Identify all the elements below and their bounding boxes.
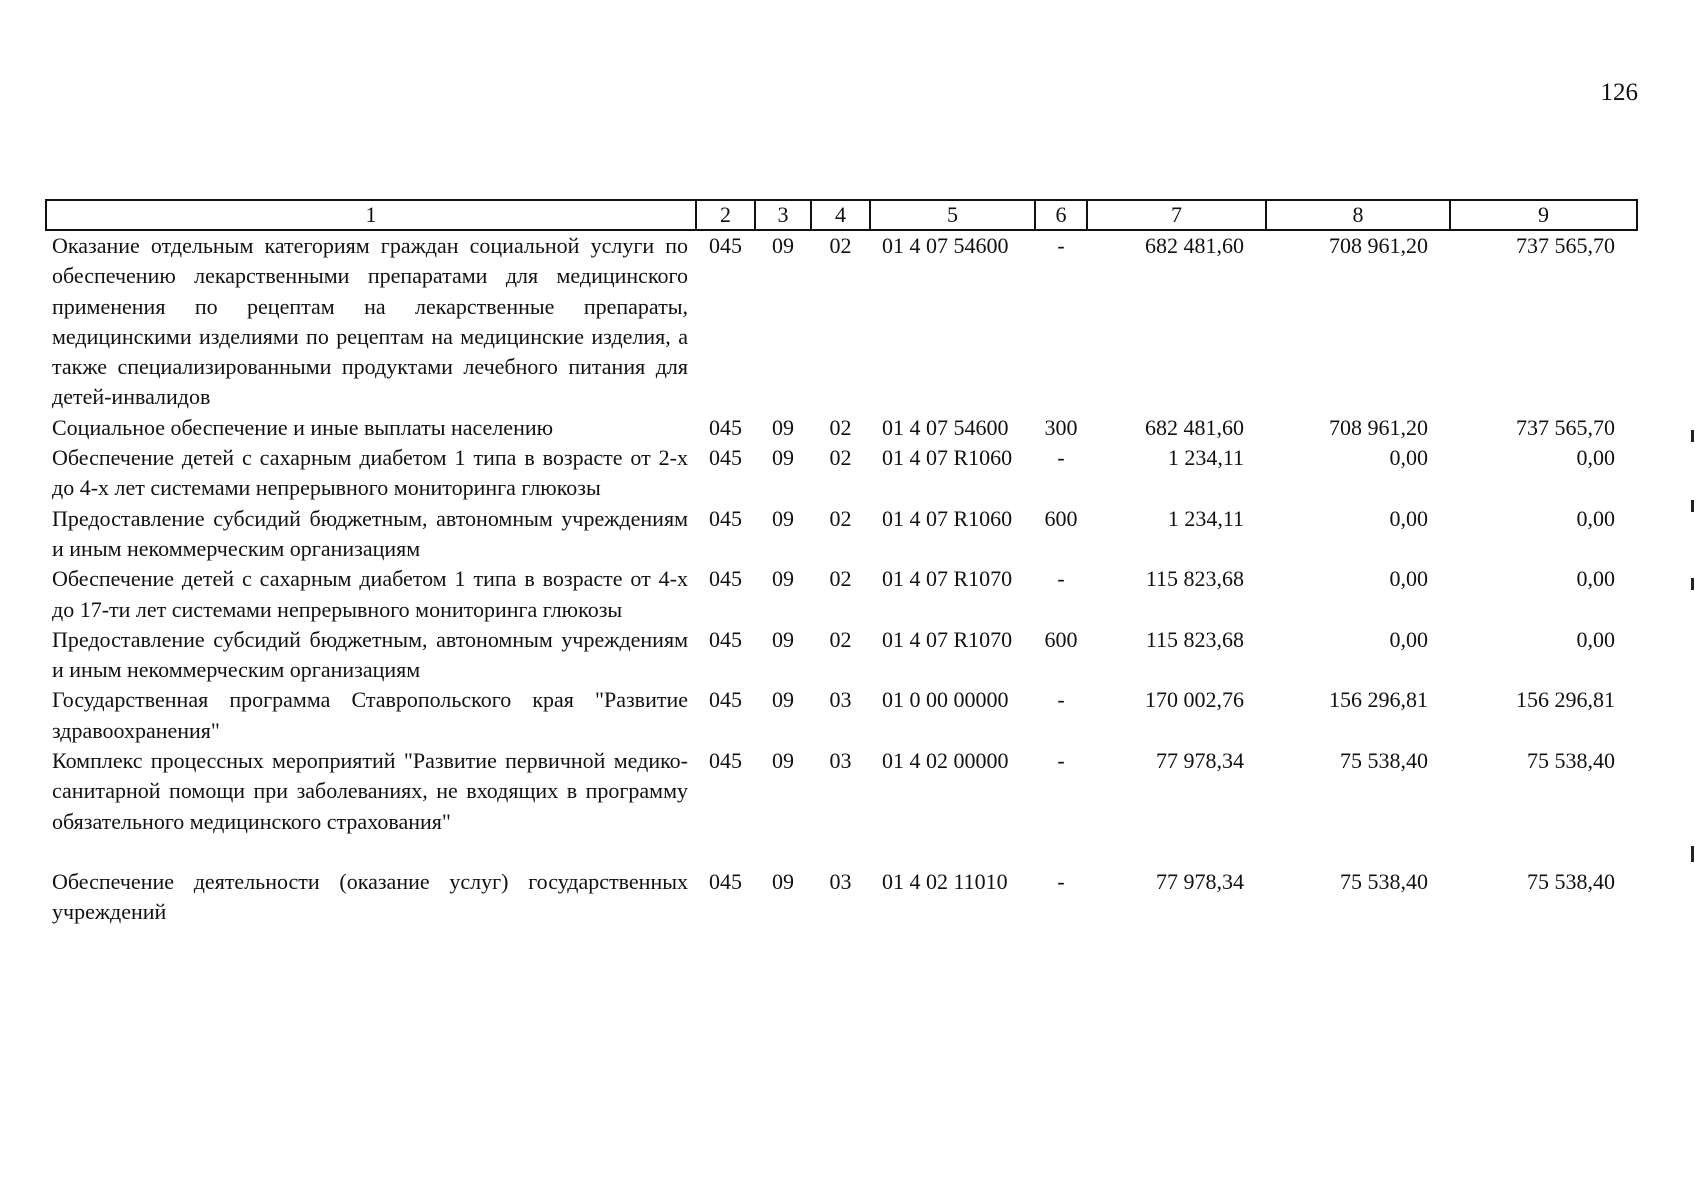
cell-col9: 0,00 [1576,626,1615,652]
cell-col6: 300 [1044,414,1078,440]
cell-col7: 682 481,60 [1145,233,1244,258]
cell-col5: 01 4 02 00000 [882,748,1009,774]
cell-col8: 156 296,81 [1329,687,1428,713]
cell-col6: 600 [1044,505,1078,531]
cell-col8: 75 538,40 [1340,868,1428,894]
cell-col8: 0,00 [1389,566,1428,592]
cell-col5: 01 4 07 54600 [882,233,1009,258]
cell-col5: 01 0 00 00000 [882,687,1009,713]
cell-col9: 75 538,40 [1527,748,1615,774]
cell-col2: 045 [709,626,742,652]
cell-col6: - [1057,748,1065,774]
cell-col3: 09 [772,687,794,713]
table-row [46,443,1637,504]
cell-col8: 708 961,20 [1329,233,1428,258]
column-header-1: 1 [46,200,696,230]
cell-col2: 045 [709,566,742,592]
cell-col2: 045 [709,445,742,471]
row-name: Обеспечение детей с сахарным диабетом 1 типа в возрасте от 2-х до 4-х лет системами непрерывного мониторинга глюкозы [52,445,688,501]
column-header-2: 2 [696,200,755,230]
cell-col7: 77 978,34 [1156,748,1244,774]
cell-col5: 01 4 07 R1060 [882,445,1013,471]
table-row [46,230,1637,413]
cell-col8: 75 538,40 [1340,748,1428,774]
cell-col2: 045 [709,868,742,894]
cell-col3: 09 [772,868,794,894]
cell-col9: 75 538,40 [1527,868,1615,894]
row-name: Социальное обеспечение и иные выплаты населению [52,414,554,440]
cell-col3: 09 [772,626,794,652]
cell-col9: 0,00 [1576,505,1615,531]
cell-col4: 03 [829,748,852,774]
cell-col2: 045 [709,233,742,258]
cell-col7: 1 234,11 [1167,445,1244,471]
cell-col3: 09 [772,445,794,471]
cell-col6: - [1057,868,1065,894]
row-name: Обеспечение детей с сахарным диабетом 1 типа в возрасте от 4-х до 17-ти лет системами непрерывного мониторинга глюкозы [52,566,688,622]
cell-col4: 03 [829,687,852,713]
cell-col5: 01 4 07 R1070 [882,566,1013,592]
column-header-6: 6 [1035,200,1087,230]
budget-table [45,199,1638,928]
scan-edge-mark [1691,500,1694,512]
cell-col5: 01 4 07 54600 [882,414,1009,440]
table-row [46,625,1637,686]
cell-col8: 0,00 [1389,445,1428,471]
column-header-3: 3 [755,200,811,230]
table-row [46,746,1637,867]
cell-col4: 02 [829,414,852,440]
cell-col4: 03 [829,868,852,894]
cell-col2: 045 [709,505,742,531]
cell-col5: 01 4 02 11010 [882,868,1008,894]
table-row [46,413,1637,443]
cell-col2: 045 [709,414,742,440]
cell-col7: 170 002,76 [1145,687,1244,713]
cell-col4: 02 [829,233,852,258]
cell-col7: 115 823,68 [1145,566,1244,592]
row-name: Государственная программа Ставропольского края "Развитие здравоохранения" [52,687,688,743]
scan-edge-mark [1691,578,1694,590]
column-header-9: 9 [1450,200,1637,230]
cell-col2: 045 [709,748,742,774]
scan-edge-mark [1691,430,1694,442]
cell-col3: 09 [772,505,794,531]
cell-col7: 682 481,60 [1145,414,1244,440]
cell-col4: 02 [829,445,852,471]
table-row [46,685,1637,746]
scan-edge-mark [1691,846,1694,862]
row-name: Оказание отдельным категориям граждан социальной услуги по обеспечению лекарственными препаратами для медицинского применения по рецептам на лекарственные препараты, медицинскими изделиями по рецептам на медицинские изделия, а также специализированными продуктами лечебного питания для детей-инвалидов [52,233,688,410]
row-name: Обеспечение деятельности (оказание услуг) государственных учреждений [52,868,688,925]
cell-col5: 01 4 07 R1070 [882,626,1013,652]
column-header-8: 8 [1266,200,1450,230]
cell-col2: 045 [709,687,742,713]
row-name: Комплекс процессных мероприятий "Развитие первичной медико-санитарной помощи при заболеваниях, не входящих в программу обязательного медицинского страхования" [52,748,688,834]
cell-col3: 09 [772,233,794,258]
cell-col7: 77 978,34 [1156,868,1244,894]
cell-col6: - [1057,445,1065,471]
cell-col3: 09 [772,748,794,774]
cell-col6: 600 [1044,626,1078,652]
table-row [46,564,1637,625]
page-number: 126 [1600,79,1638,106]
cell-col9: 0,00 [1576,445,1615,471]
cell-col4: 02 [829,566,852,592]
column-header-5: 5 [870,200,1035,230]
cell-col9: 737 565,70 [1516,233,1615,258]
cell-col9: 156 296,81 [1516,687,1615,713]
table-row [46,504,1637,565]
cell-col6: - [1057,233,1065,258]
cell-col7: 1 234,11 [1167,505,1244,531]
cell-col6: - [1057,566,1065,592]
cell-col5: 01 4 07 R1060 [882,505,1013,531]
column-header-4: 4 [811,200,870,230]
cell-col7: 115 823,68 [1145,626,1244,652]
cell-col8: 0,00 [1389,626,1428,652]
cell-col9: 0,00 [1576,566,1615,592]
cell-col8: 708 961,20 [1329,414,1428,440]
column-header-7: 7 [1087,200,1266,230]
cell-col3: 09 [772,566,794,592]
cell-col4: 02 [829,626,852,652]
cell-col4: 02 [829,505,852,531]
table-row [46,867,1637,928]
cell-col8: 0,00 [1389,505,1428,531]
cell-col6: - [1057,687,1065,713]
cell-col9: 737 565,70 [1516,414,1615,440]
row-name: Предоставление субсидий бюджетным, автономным учреждениям и иным некоммерческим организациям [52,626,688,683]
table-header-row [46,200,1637,230]
cell-col3: 09 [772,414,794,440]
row-name: Предоставление субсидий бюджетным, автономным учреждениям и иным некоммерческим организациям [52,505,688,561]
